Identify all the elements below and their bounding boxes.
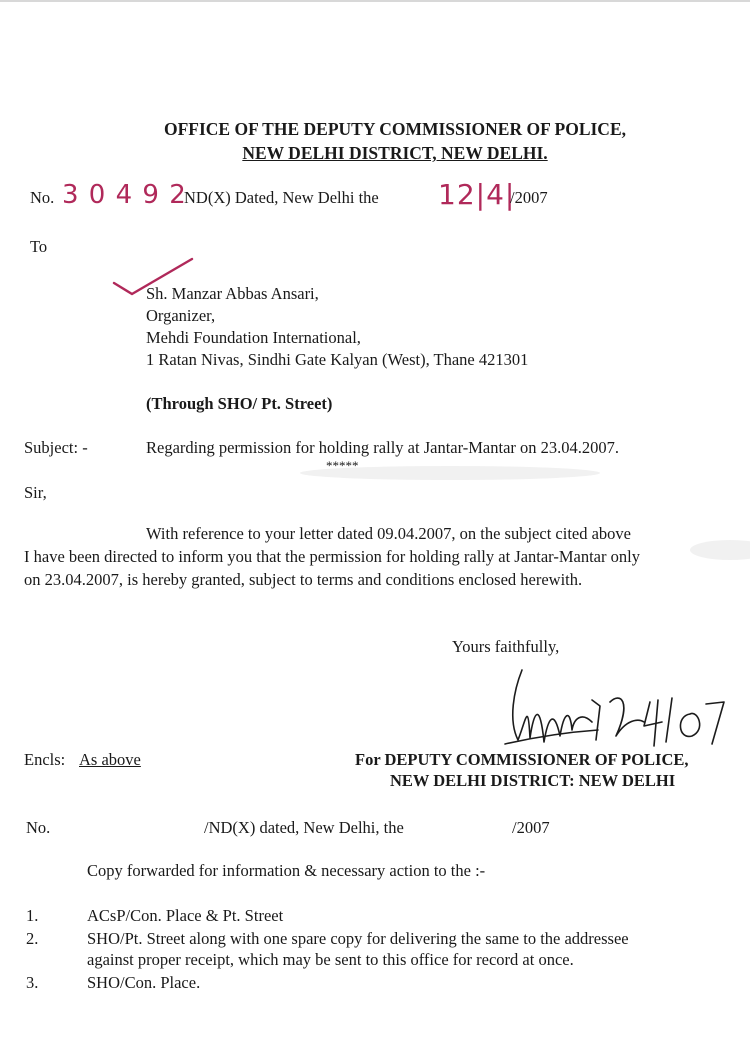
copy-item-number: 2. — [26, 929, 39, 948]
address-line: Mehdi Foundation International, — [146, 328, 361, 347]
closing-text: Yours faithfully, — [452, 637, 560, 656]
body-line: on 23.04.2007, is hereby granted, subject to terms and conditions enclosed herewith. — [24, 570, 583, 589]
signatory-line2: NEW DELHI DISTRICT: NEW DELHI — [390, 771, 676, 790]
copy-item-text: SHO/Con. Place. — [87, 973, 201, 992]
ref-year: /2007 — [510, 188, 548, 207]
body-line: I have been directed to inform you that the permission for holding rally at Jantar-Mantar only — [24, 547, 640, 566]
copy-no-label: No. — [26, 818, 51, 837]
subject-label: Subject: - — [24, 438, 88, 457]
encl-label: Encls: — [24, 750, 66, 769]
copy-item-number: 3. — [26, 973, 39, 992]
copy-intro: Copy forwarded for information & necessary action to the :- — [87, 861, 486, 880]
body-line: With reference to your letter dated 09.04.2007, on the subject cited above — [146, 524, 631, 543]
scan-smudge — [690, 540, 750, 560]
encl-value: As above — [79, 750, 141, 769]
salutation: Sir, — [24, 483, 47, 502]
ref-no-label: No. — [30, 188, 55, 207]
ref-number-handwritten: 3 0 4 9 2 — [62, 180, 187, 210]
copy-item-text: ACsP/Con. Place & Pt. Street — [87, 906, 284, 925]
subject-stars: ***** — [326, 458, 359, 473]
address-line: 1 Ratan Nivas, Sindhi Gate Kalyan (West), Thane 421301 — [146, 350, 529, 369]
copy-item-continuation: against proper receipt, which may be sent to this office for record at once. — [87, 950, 574, 969]
address-line: Sh. Manzar Abbas Ansari, — [146, 284, 319, 303]
signatory-line1: For DEPUTY COMMISSIONER OF POLICE, — [355, 750, 689, 769]
signature-image — [500, 660, 730, 755]
scan-edge-line — [0, 0, 750, 2]
copy-ref-year: /2007 — [512, 818, 550, 837]
office-title: OFFICE OF THE DEPUTY COMMISSIONER OF POLICE, — [163, 119, 626, 139]
through-line: (Through SHO/ Pt. Street) — [146, 394, 333, 413]
ref-mid-text: ND(X) Dated, New Delhi the — [184, 188, 379, 207]
ref-date-handwritten: 12|4| — [438, 178, 516, 211]
to-label: To — [30, 237, 48, 256]
address-line: Organizer, — [146, 306, 216, 325]
district-title: NEW DELHI DISTRICT, NEW DELHI. — [242, 143, 548, 163]
copy-item-text: SHO/Pt. Street along with one spare copy for delivering the same to the addressee — [87, 929, 629, 948]
copy-ref-mid: /ND(X) dated, New Delhi, the — [204, 818, 404, 837]
copy-item-number: 1. — [26, 906, 39, 925]
subject-text: Regarding permission for holding rally at Jantar-Mantar on 23.04.2007. — [146, 438, 620, 457]
